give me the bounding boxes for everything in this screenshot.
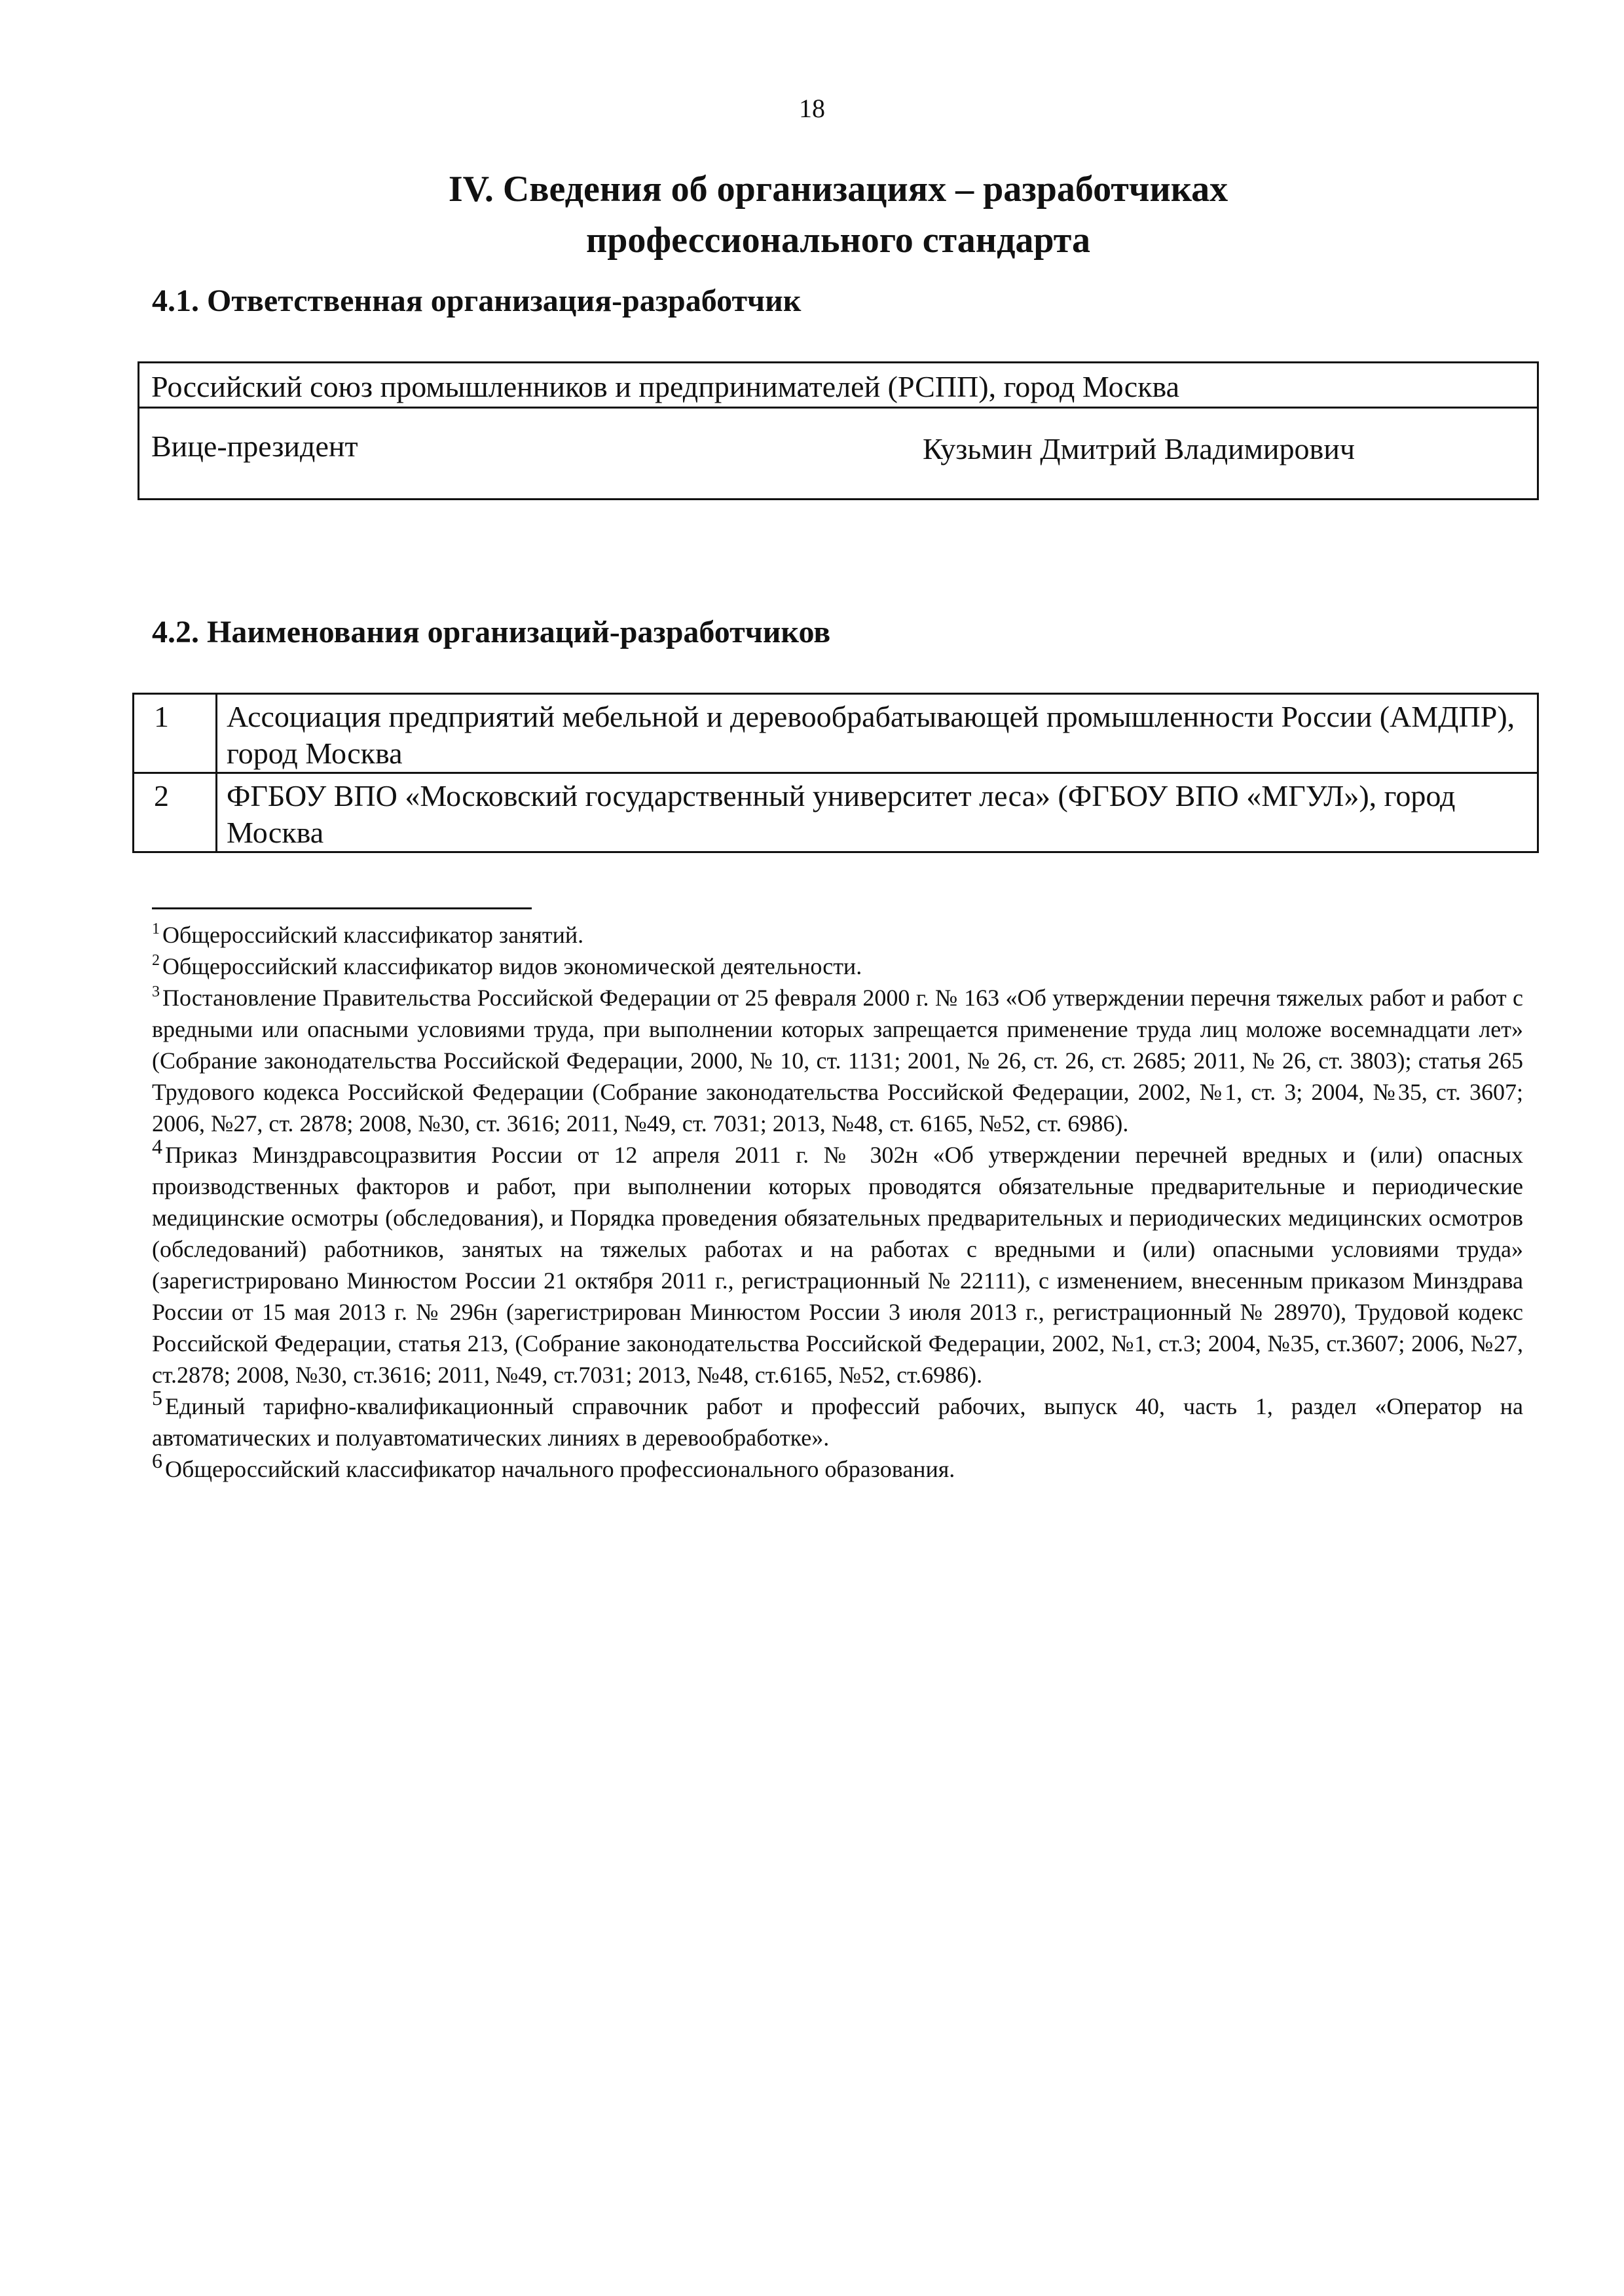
footnote — [152, 1386, 1523, 1453]
footnote — [152, 951, 1523, 982]
footnote-text: Постановление Правительства Российской Федерации от 25 февраля 2000 г. № 163 «Об утверждении перечня тяжелых работ и работ с вредными или опасными условиями труда, при выполнении которых запрещается применение труда лиц моложе восемнадцати лет» (Собрание законодательства Российской Федерации, 2000, № 10, ст. 1131; 2001, № 26, ст. 26, ст. 2685; 2011, № 26, ст. 3803); статья 265 Трудового кодекса Российской Федерации (Собрание законодательства Российской Федерации, 2002, №1, ст. 3; 2004, №35, ст. 3607; 2006, №27, ст. 2878; 2008, №30, ст. 3616; 2011, №49, ст. 7031; 2013, №48, ст. 6165, №52, ст. 6986). — [152, 985, 1523, 1137]
table-row — [134, 694, 1538, 773]
footnote — [152, 919, 1523, 951]
footnote-text: Общероссийский классификатор занятий. — [162, 922, 584, 948]
footnote — [152, 1449, 1523, 1485]
developer-number: 2 — [134, 773, 217, 852]
footnote-mark: 2 — [152, 952, 160, 969]
responsible-person-name: Кузьмин Дмитрий Владимирович — [923, 432, 1355, 465]
footnote-text: Общероссийский классификатор начального профессионального образования. — [165, 1456, 955, 1482]
developer-name: Ассоциация предприятий мебельной и деревообрабатывающей промышленности России (АМДПР), город Москва — [217, 694, 1538, 773]
responsible-organization-heading: 4.1. Ответственная организация-разработчик — [152, 283, 802, 318]
developer-organizations-table — [132, 693, 1539, 853]
section-title — [0, 164, 1624, 266]
responsible-organization-name: Российский союз промышленников и предпринимателей (РСПП), город Москва — [151, 370, 1180, 403]
footnote — [152, 1135, 1523, 1391]
footnotes — [152, 919, 1523, 1485]
footnote-separator — [152, 907, 532, 909]
footnote-mark: 3 — [152, 983, 160, 1000]
table-row — [134, 773, 1538, 852]
footnote-mark: 1 — [152, 920, 160, 938]
footnote-mark: 6 — [152, 1449, 162, 1472]
section-title-line-1: IV. Сведения об организациях – разработчиках — [448, 169, 1228, 210]
footnote-text: Общероссийский классификатор видов экономической деятельности. — [162, 953, 862, 979]
responsible-organization-box — [138, 361, 1539, 500]
developer-organizations-heading: 4.2. Наименования организаций-разработчиков — [152, 615, 831, 649]
footnote-text: Приказ Минздравсоцразвития России от 12 апреля 2011 г. № 302н «Об утверждении перечней вредных и (или) опасных производственных факторов и работ, при выполнении которых проводятся обязательные предварительные и периодические медицинские осмотры (обследования), и Порядка проведения обязательных предварительных и периодических медицинских осмотров (обследований) работников, занятых на тяжелых работах и на работах с вредными и (или) опасными условиями труда» (зарегистрировано Минюстом России 21 октября 2011 г., регистрационный № 22111), с изменением, внесенным приказом Минздрава России от 15 мая 2013 г. № 296н (зарегистрирован Минюстом России 3 июля 2013 г., регистрационный № 28970), Трудовой кодекс Российской Федерации, статья 213, (Собрание законодательства Российской Федерации, 2002, №1, ст.3; 2004, №35, ст.3607; 2006, №27, ст.2878; 2008, №30, ст.3616; 2011, №49, ст.7031; 2013, №48, ст.6165, №52, ст.6986). — [152, 1142, 1523, 1388]
footnote — [152, 982, 1523, 1139]
developer-name: ФГБОУ ВПО «Московский государственный университет леса» (ФГБОУ ВПО «МГУЛ»), город Москва — [217, 773, 1538, 852]
footnote-mark: 5 — [152, 1386, 162, 1410]
footnote-text: Единый тарифно-квалификационный справочник работ и профессий рабочих, выпуск 40, часть 1, раздел «Оператор на автоматических и полуавтоматических линиях в деревообработке». — [152, 1393, 1523, 1451]
responsible-person-position: Вице-президент — [151, 429, 358, 463]
page-number: 18 — [799, 94, 825, 123]
responsible-organization-divider — [139, 407, 1537, 409]
section-title-line-2: профессионального стандарта — [586, 220, 1090, 261]
developer-number: 1 — [134, 694, 217, 773]
footnote-mark: 4 — [152, 1135, 162, 1158]
